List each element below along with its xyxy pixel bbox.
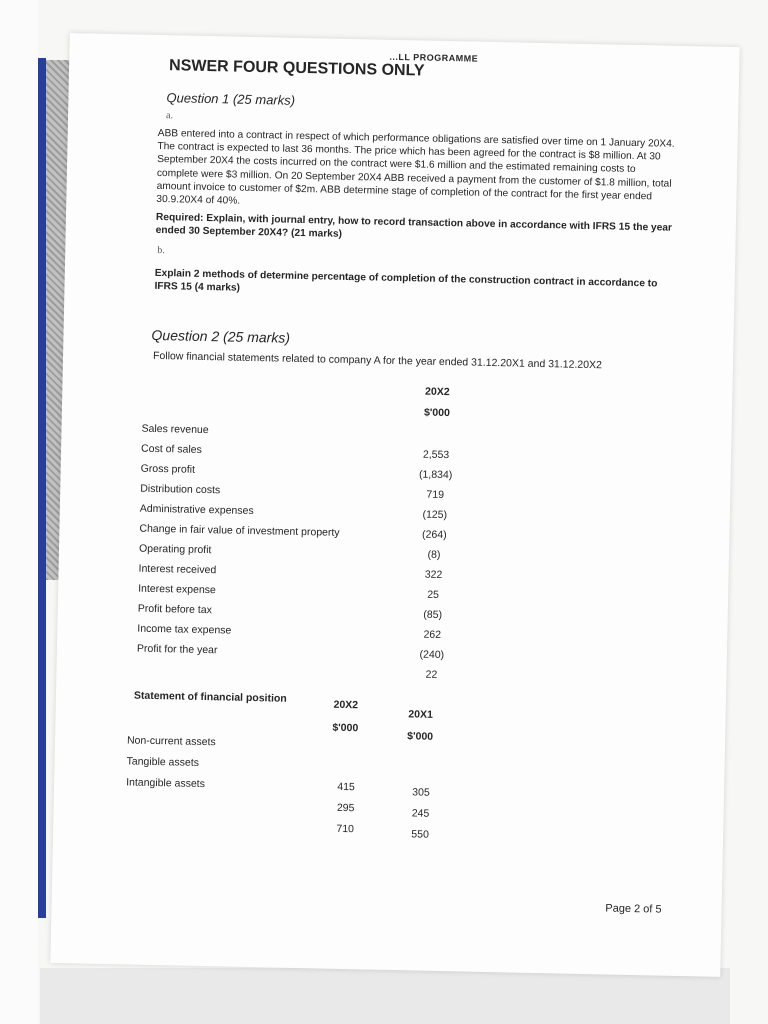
is-value: (8): [427, 548, 441, 561]
is-label: Sales revenue: [141, 422, 209, 437]
is-label: Profit for the year: [136, 642, 218, 657]
sfp-label: Intangible assets: [126, 776, 206, 791]
sfp-value-b: 550: [411, 828, 429, 841]
background-left: [0, 0, 38, 1024]
part-a-label: a.: [165, 110, 174, 122]
is-label: Operating profit: [138, 542, 212, 557]
sfp-title: Statement of financial position: [133, 689, 287, 705]
is-value: (1,834): [418, 468, 453, 482]
is-value: 2,553: [422, 448, 450, 462]
is-value: 25: [427, 588, 440, 601]
programme-header: ...LL PROGRAMME: [389, 51, 479, 64]
is-label: Cost of sales: [140, 442, 202, 456]
sfp-label: Tangible assets: [126, 755, 200, 769]
is-label: Income tax expense: [137, 622, 232, 637]
sfp-value-a: [317, 759, 377, 760]
is-value: (125): [422, 508, 448, 522]
sfp-value-a: 710: [336, 822, 355, 836]
question1-part-b: Explain 2 methods of determine percentage of completion of the construction contract in accordance to IFRS 15 (4 marks): [154, 267, 658, 294]
question1-paragraph: ABB entered into a contract in respect of which performance obligations are satisfied over time on 1 January 20X4. The contract is expected to last 36 months. The price which has been agreed for the contract is $8 million. At 30 September 20X4 the costs incurred on the contract were $1.6 million and the estimated remaining costs to complete were $3 million. On 20 September 20X4 ABB received a payment from the customer of $1.8 million, total amount invoice to customer of $2m. ABB determine stage of completion of the contract for the first year ended 30.9.20X4 of 40%.: [156, 127, 675, 207]
sfp-col-b-unit: $'000: [407, 730, 434, 743]
is-label: Gross profit: [140, 462, 196, 476]
question1-required: Required: Explain, with journal entry, how to record transaction above in accordance with IFRS 15 the year ended 30 September 20X4? (21 marks): [155, 211, 673, 241]
question1-title: Question 1 (25 marks): [166, 90, 296, 108]
is-value: (240): [419, 648, 445, 662]
sfp-label: Non-current assets: [126, 734, 216, 749]
sfp-col-a-unit: $'000: [332, 721, 359, 735]
sfp-value-b: 305: [412, 786, 430, 799]
sfp-col-b-year: 20X1: [408, 708, 434, 721]
sfp-col-a-year: 20X2: [333, 698, 359, 712]
is-value: 22: [425, 668, 438, 681]
is-value: (264): [421, 528, 447, 542]
is-value: [407, 428, 467, 429]
page-content: [50, 33, 739, 977]
part-b-label: b.: [157, 244, 165, 257]
question2-title: Question 2 (25 marks): [151, 326, 291, 346]
sfp-value-b: [392, 740, 452, 741]
page-number: Page 2 of 5: [605, 902, 662, 916]
is-label: Distribution costs: [140, 482, 221, 497]
is-label: Interest received: [138, 562, 217, 577]
question2-intro: Follow financial statements related to company A for the year ended 31.12.20X1 and 31.12.20X2: [152, 349, 602, 372]
is-col-year: 20X2: [424, 385, 450, 399]
is-value: 262: [423, 628, 442, 641]
sfp-value-b: 245: [411, 807, 430, 820]
sfp-value-a: 415: [337, 780, 355, 794]
instruction-heading: NSWER FOUR QUESTIONS ONLY: [168, 57, 425, 80]
sfp-value-a: [317, 738, 377, 739]
is-value: (85): [423, 608, 443, 622]
is-label: Administrative expenses: [139, 502, 254, 518]
is-col-unit: $'000: [423, 406, 450, 420]
is-value: 322: [424, 568, 443, 582]
is-label: Change in fair value of investment property: [139, 522, 340, 539]
sfp-value-a: 295: [336, 801, 355, 815]
is-value: 719: [426, 488, 445, 502]
bottom-surface: [40, 968, 730, 1024]
exam-page: [50, 33, 739, 977]
is-label: Interest expense: [138, 582, 216, 597]
is-label: Profit before tax: [137, 602, 213, 617]
blue-binder-strip: [38, 58, 46, 918]
sfp-value-b: [392, 761, 452, 762]
